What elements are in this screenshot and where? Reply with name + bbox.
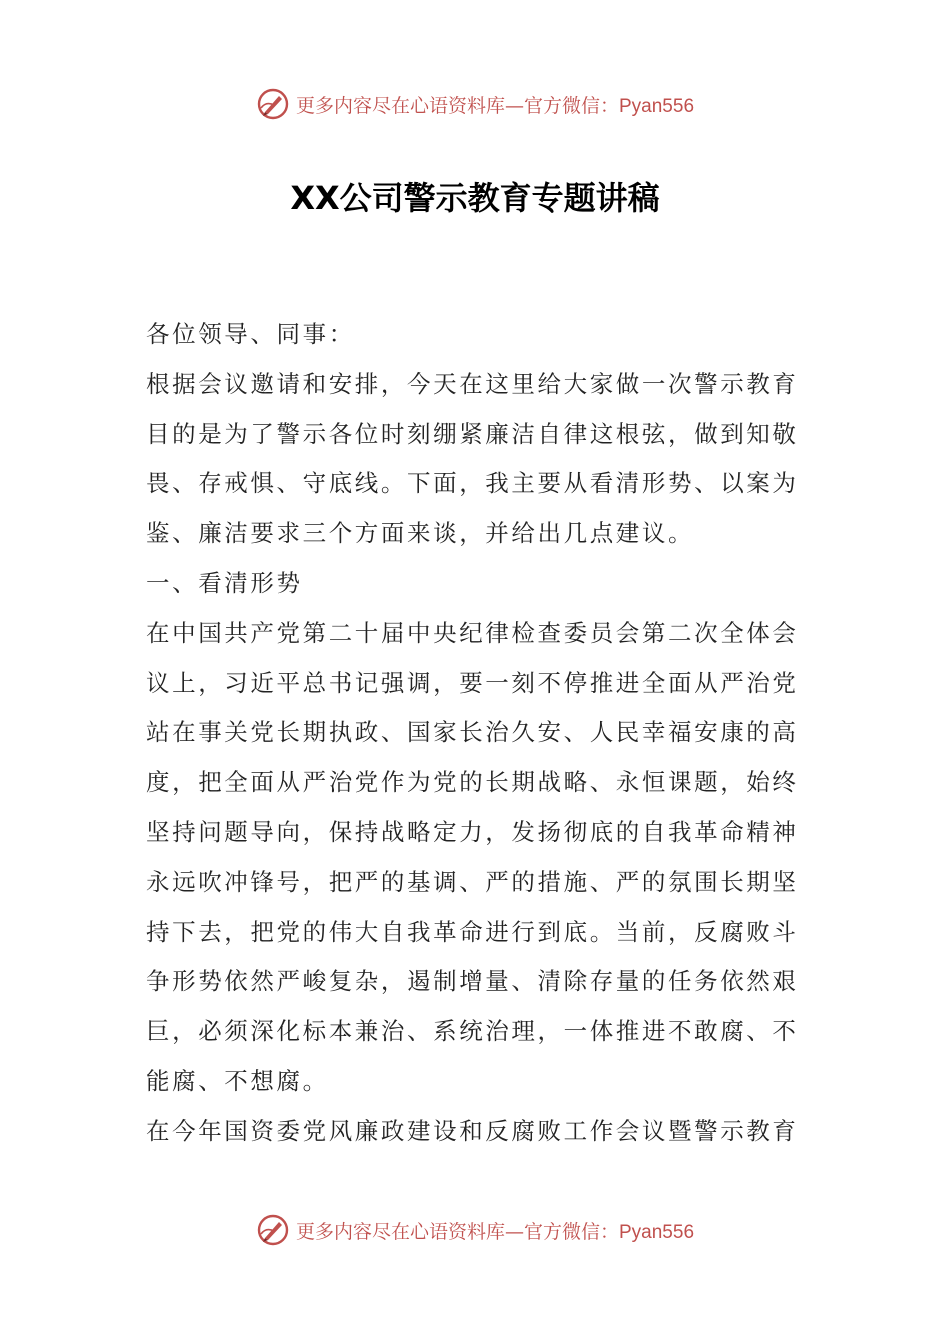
document-title: XX公司警示教育专题讲稿 xyxy=(290,179,660,217)
body-paragraph-continued: 在今年国资委党风廉政建设和反腐败工作会议暨警示教育 xyxy=(146,1116,799,1145)
watermark-footer xyxy=(0,1210,950,1250)
document-body xyxy=(146,310,806,1157)
watermark-text: 更多内容尽在心语资料库—官方微信：Pyan556 xyxy=(295,1220,695,1243)
section-heading: 一、看清形势 xyxy=(146,568,303,597)
wechat-id: Pyan556 xyxy=(619,95,695,117)
watermark-text: 更多内容尽在心语资料库—官方微信：Pyan556 xyxy=(295,94,695,117)
pen-logo-icon xyxy=(256,1213,290,1247)
body-paragraph: 在中国共产党第二十届中央纪律检查委员会第二次全体会议上，习近平总书记强调，要一刻不停推进全面从严治党站在事关党长期执政、国家长治久安、人民幸福安康的高度，把全面从严治党作为党的长期战略、永恒课题，始终坚持问题导向，保持战略定力，发扬彻底的自我革命精神永远吹冲锋号，把严的基调、严的措施、严的氛围长期坚持下去，把党的伟大自我革命进行到底。当前，反腐败斗争形势依然严峻复杂，遏制增量、清除存量的任务依然艰巨，必须深化标本兼治、系统治理，一体推进不敢腐、不能腐、不想腐。 xyxy=(146,618,799,1095)
salutation: 各位领导、同事： xyxy=(146,320,355,348)
pen-logo-icon xyxy=(256,87,290,121)
wechat-id: Pyan556 xyxy=(619,1221,695,1243)
intro-paragraph: 根据会议邀请和安排，今天在这里给大家做一次警示教育目的是为了警示各位时刻绷紧廉洁自律这根弦，做到知敬畏、存戒惧、守底线。下面，我主要从看清形势、以案为鉴、廉洁要求三个方面来谈，并给出几点建议。 xyxy=(146,369,799,548)
watermark-header xyxy=(0,84,950,124)
